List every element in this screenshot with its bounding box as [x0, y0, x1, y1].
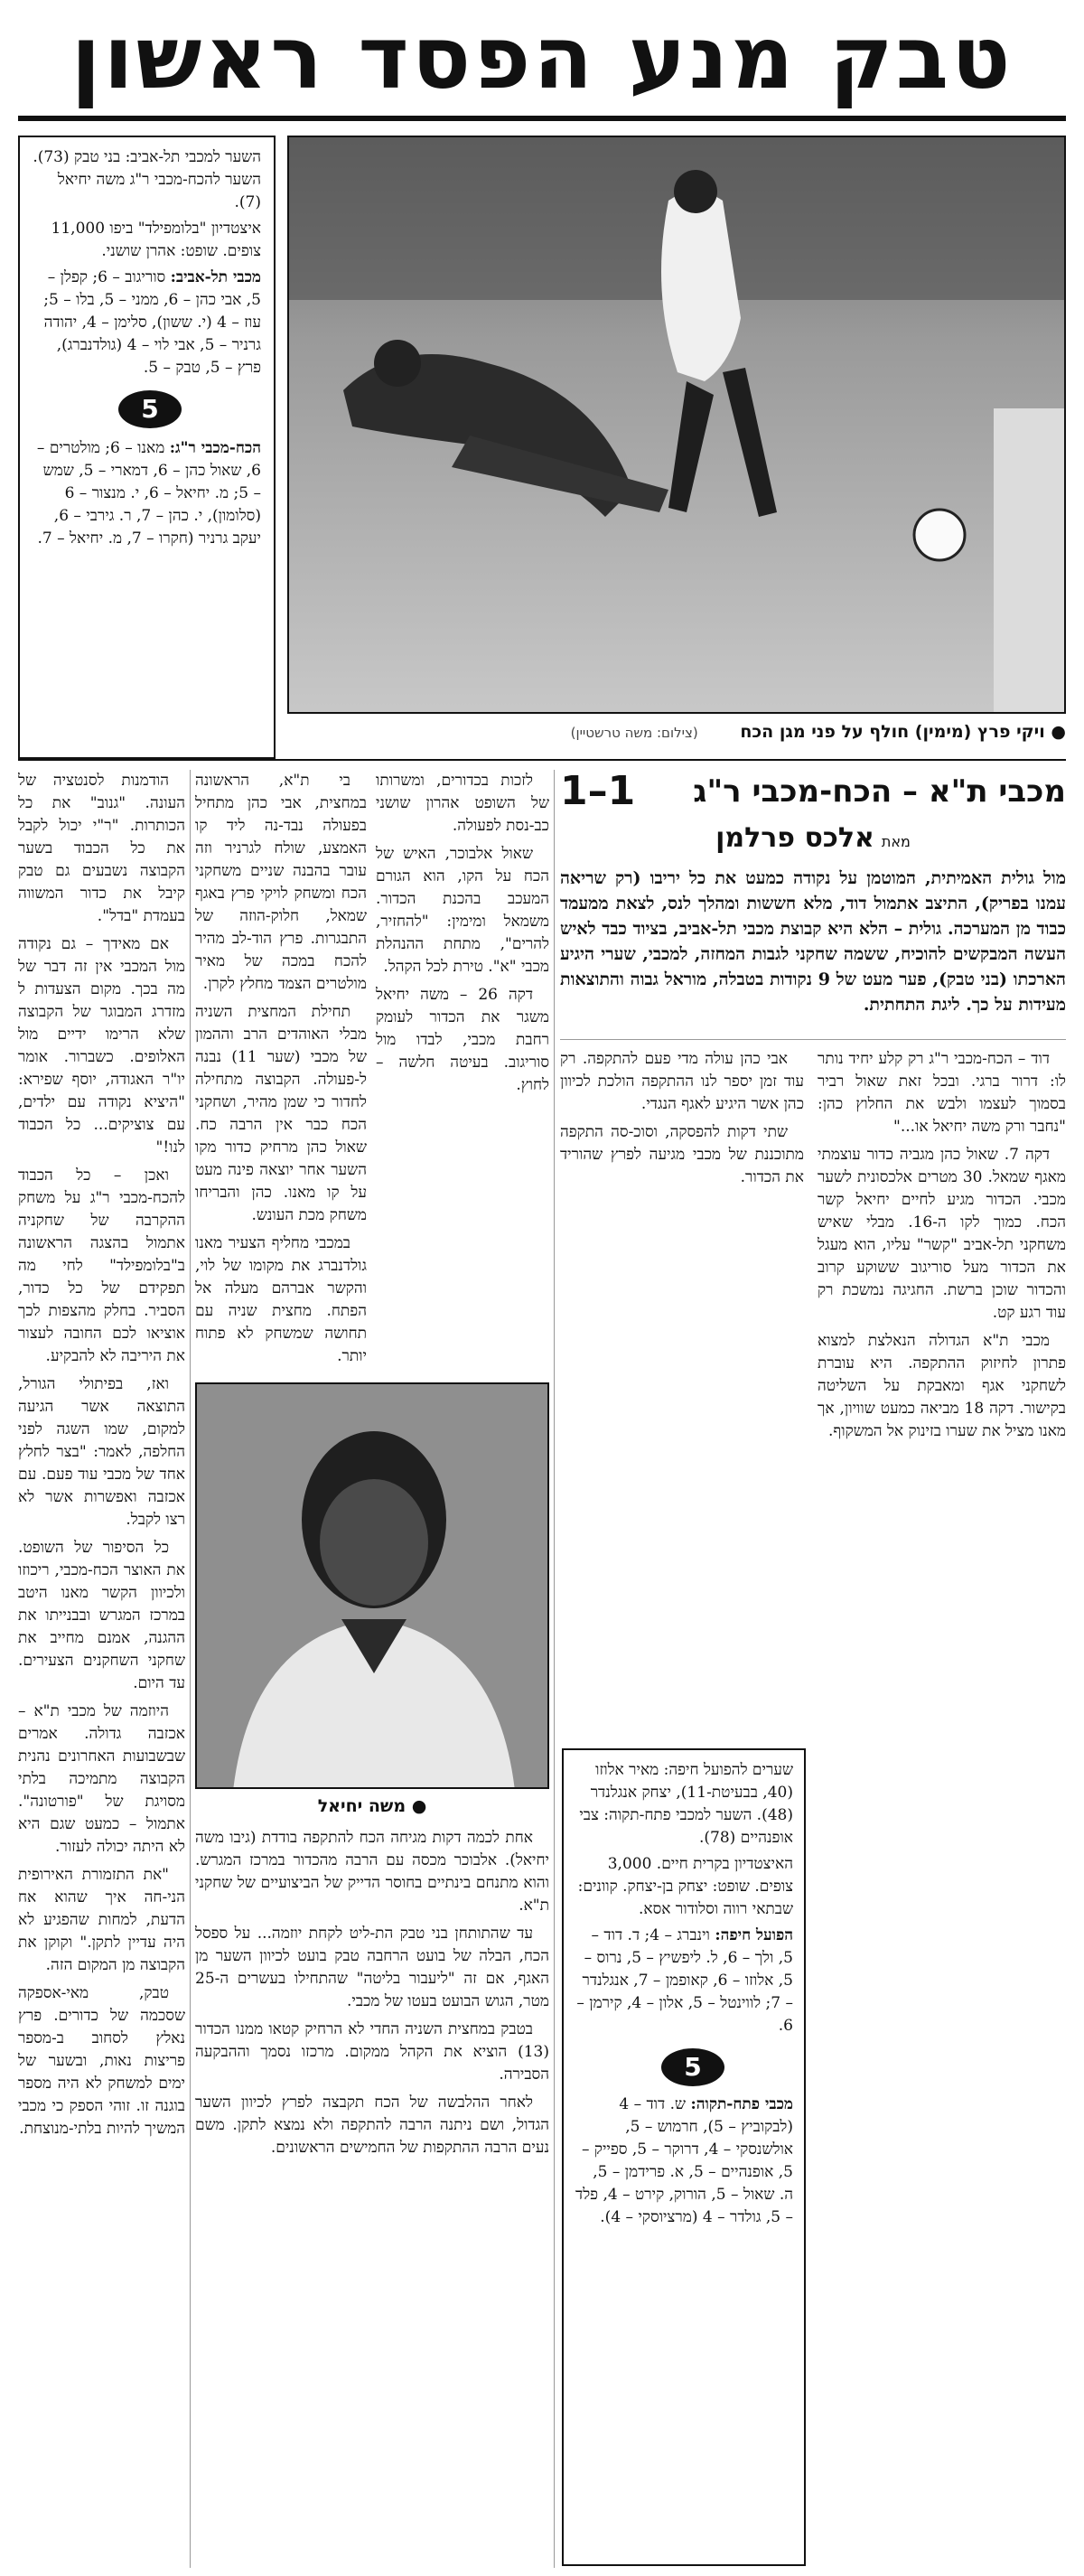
article-para: ואז, בפיתולי הגורל, התוצאה אשר הגיעה למקום, שמו השגה לפני החלפה, לאמר: "בצר לחלץ אחד של מכבי עוד פעם. עם אכזבה ואפשרות אשר לא רצו לקבל. [18, 1375, 185, 1529]
article-para: אחת לכמה דקות מגיחה הכח להתקפה בודדת (גיבו משה יחיאל). אלבוכר מכסה עם הרבה מהכדור במרכז המגרש. והוא מתנחם בינתיים בחוסר הדייק של הביצועיים של שחקני ת"א. [195, 1829, 549, 1915]
article-column-middle-bottom [195, 1827, 549, 2568]
portrait-illustration [197, 1384, 549, 1789]
sidebar-para: איצטדיון "בלומפילד" ביפו 11,000 צופים. שופט: אהרן שושני. [51, 220, 261, 260]
photo-caption-text: ויקי פרץ (מימין) חולף על פני מגן הכח [740, 722, 1045, 742]
byline-prefix: מאת [881, 833, 911, 850]
main-photo [287, 136, 1066, 714]
team-lineup: וינברג – 4; ד. דוד – 5, ולך – 6, ל. ליפשיץ – 5, נרוס – 5, אלוזו – 6, קאופמן – 7, אנגלנדר – 7; לווינטל – 5, אלון – 4, קירמן – 6. [576, 1926, 793, 2035]
team-label: מכבי תל-אביב: [170, 268, 261, 286]
portrait-caption-text: משה יחיאל [317, 1796, 406, 1816]
photo-illustration [289, 137, 1066, 714]
score-badge: 5 [661, 2048, 724, 2086]
team-label: הכח-מכבי ר"ג: [169, 439, 261, 457]
column-divider [554, 770, 555, 2568]
article-para: דקה 26 – משה יחיאל משגר את הכדור לעומק רחבת מכבי, לבדו מול סוריגוב. בעיטה חלשה – לחוץ. [376, 986, 549, 1094]
photo-caption [287, 719, 1066, 746]
article-para: דוד – הכח-מכבי ר"ג רק קלע יחיד נותר לו: דרור ברגי. ובכל זאת שאול רביר בסמוך לעצמו ולבש את החלוץ כהן: "נחבר ורק משה יחיאל או..." [818, 1050, 1066, 1136]
byline-author: אלכס פרלמן [715, 822, 874, 854]
article-para: דקה 7. שאול כהן מגביה כדור עוצמתי מאגף שמאל. 30 מטרים אלכסונית לשער מכבי. הכדור מגיע לחיים יחיאל קשר הכח. כמוך לקו ה-16. מבלי שאיש משחקני תל-אביב "קשר" עליו, הוא מעגל את הכדור מעל סוריגוב ששוקע קרוב והכדור שוכן ברשת. החגיגה נמשכת רק עוד רגע קט. [818, 1146, 1066, 1322]
article-para: בי ת"א, הראשונה במחצית, אבי כהן מתחיל בפעולה נבד-נה ליד קו האמצע, שולח לגרניר וזה עובר בהבנה שניים משחקני הכח ומשחק לויקי פרץ באגף שמאל, חלוק-הוזה של התבגרות. פרץ הוד-לב מהיר להכח במכה של מאיר מולטרים הצמד מחלץ לקרן. [195, 772, 367, 993]
badge-row [575, 2041, 793, 2094]
other-game-para: האיצטדיון בקרית חיים. 3,000 צופים. שופט: יצחק בן-יצחק. קוונים: שבתאי רווה וסלודור אסא. [577, 1855, 793, 1918]
portrait-caption [195, 1794, 549, 1821]
article-para: לאחר ההלבשה של הכח תקבצה לפרץ לכיוון השער הגדול, ושם ניתנה הרבה להתקפה ולא נמצא לתקן. משם נעים הרבה ההתקפות של החמישים הראשונים. [195, 2094, 549, 2157]
article-para: מכבי ת"א הגדולה הנאלצת למצוא פתרון לחיזוק ההתקפה. היא עוברת לשחקני אגף ומאבקת על השליטה בקישור. דקה 18 מביאה כמעט שוויון, אך מאנו מציל את שערו בזינוק אל המשקוף. [818, 1332, 1066, 1440]
portrait-photo [195, 1382, 549, 1789]
headline-rule [18, 116, 1066, 121]
article-para: היוזמה של מכבי ת"א – אכזבה גדולה. אמרים שבשבועות האחרונים נהנית הקבוצה מתמיכה בלתי מסויגת של "פורטונה". אתמול – כמעט שגם היא לא היתה יכולה לעזור. [18, 1702, 185, 1856]
article-column-inner [376, 770, 549, 1375]
bullet-icon: ● [1044, 722, 1066, 742]
article-para: לזכות בכדורים, ומשרותו של השופט אהרון שושני כב-נסת לפעולה. [376, 772, 549, 835]
badge-row [33, 383, 261, 437]
article-column-left [18, 770, 185, 2568]
team-lineup: סוריגוב – 6; קפלן – 5, אבי כהן – 6, ממני – 5, בלו – 5; עוז – 4 (י. ששון), סלימן – 4, יהודה גרניר – 5, אבי לוי – 4 (גולדנברג), פרץ – 5, טבק – 5. [43, 268, 261, 377]
article-para: ואכן – כל הכבוד להכח-מכבי ר"ג על משחק ההקרבה של שחקניה אתמול בהצגה הראשונה ב"בלומפילד" לחי מה תפקידם של כל כדור, הסביר. בחלק מהצפות לכך אוציאו לכם החובה לעצור את היריבה לא להבקיע. [18, 1166, 185, 1365]
team-label: הפועל חיפה: [715, 1926, 793, 1944]
intro-rule [560, 1039, 1066, 1040]
team-lineup: ש. דוד – 4 (לבקוביץ – 5), חרמוש – 5, אולשנסקי – 4, דרוקר – 5, ספייק – 5, אופנהיים – 5, א. פרידמן – 5, ה. שאול – 5, הורוק, קירט – 4, פלד – 5, גולדר – 4 (מרציוסקי – 4). [575, 2095, 793, 2226]
article-column-center [560, 1048, 804, 1735]
sidebar-para: השער למכבי תל-אביב: בני טבק (73). השער להכח-מכבי ר"ג משה יחיאל (7). [33, 148, 261, 211]
article-para: טבק, מאי-אספקה שסכמה של כדורים. פרץ נאלץ לסחוב ב-מספר פריצות נאות, ובשער של ימים למשחק לא היה מספר בוגנה זו. זוהי הספק כי מכבי המשיך להיות בלתי-מנוצחת. [18, 1984, 185, 2138]
photo-credit: (צילום: משה טרשטיין) [570, 725, 698, 741]
article-para: תחילת המחצית השניה מבלי האוהדים הרב וההמון של מכבי (שער 11) נבנה ל-פעולה. הקבוצה מתחילה לחדור כי שמן מהיר, ושחקני הכח כבר אין הרבה כח. שאול כהן מרחיק כדור מקו השער אחר יוצאה פינה מעט על קו מאנו. כהן והבריחו משחק מכת העונש. [195, 1003, 367, 1224]
article-para: במכבי מחליף הצעיר מאנו גולדנברג את מקומו של לוי, והקשר אברהם מעלה אל הפתח. מחצית שניה עם תחושה שמשחק לא פתוח יותר. [195, 1234, 367, 1365]
headline: טבק מנע הפסד ראשון [70, 7, 1014, 108]
other-game-box [562, 1748, 806, 2566]
section-rule [18, 759, 1066, 761]
article-para: כל הסיפור של השופט. את האוצר הכח-מכבי, ריכוזו ולכיוון הקשר מאנו היטב במרכז המגרש ובבנייתו את ההגנה, אמנם מחייב את שחקני השחקנים הצעירים. עד היום. [18, 1539, 185, 1692]
article-para: הודמנות לסנטציה של העונה. "גנוב" את כל הכותרות. "ר"י יכול לקבל את כל הכבוד בשער הקבוצה נשבעים גם טבק קיבל את כדור המשווה בעמדת "בדל". [18, 772, 185, 925]
article-para: שאול אלבוכר, האיש של הכח על הקו, הוא הגורם המעכב בהכנת הכדור. משמאל ומימין: "להחזיר, להרים", מתחת ההנהלת מכבי "א". טירת לכל הקהל. [376, 845, 549, 976]
article-para: "את התזמורת האירופית הני-חה איך שהוא אח הדעת, למחות שהפגיע לא היה עדיין לתקן." וקוקן את הקבוצה מן המקום הזה. [18, 1866, 185, 1974]
intro-paragraph: מול גולית האמיתית, המוטמן על נקודה כמעט את כל יריבו (רק שריאה עמנו בפריק), התיצב אתמול דוד, מלא חששות ומהלך לנס, לצאת ממעמד כבוד מן המערכה. גולית – הלא היא קבוצת מכבי תל-אביב, בציוד כבד לאיש העשה המבקשים להוכיח, ששמה שחקני לגבות המחזה, למכבי, שערי היגיע הארכתו (בני טבק), פער מעט של 9 נקודות בטבלה, מוראל גבוה והתוצאות מעידות על כך. ליגת התחתית. [560, 868, 1066, 1015]
article-column-middle [195, 770, 367, 1375]
other-game-para: שערים להפועל חיפה: מאיר אלוזו (40, בבעיטת-11), יצחק אנגלנדר (48). השער למכבי פתח-תקוה: צבי אופנהיים (78). [579, 1761, 793, 1847]
article-para: בטבק במחצית השניה החדי לא הרחיק קטאו ממנו הכדור (13) הוציא את הקהל ממקום. מרכזו נסמך וההבקעה הסבירה. [195, 2020, 549, 2084]
team-lineup: מאנו – 6; מולטרים – 6, שאול כהן – 6, דמארי – 5, שמש – 5; מ. יחיאל – 6, י. מנצור – 6 (סלומון), י. כהן – 7, ר. גירבי – 6, יעקב גרניר (חקרו – 7, מ. יחיאל – 7. [36, 439, 261, 548]
article-column-right [818, 1048, 1066, 1735]
bullet-icon: ● [406, 1796, 427, 1816]
article-para: אבי כהן עולה מדי פעם להתקפה. רק עוד זמן יספר לנו ההתקפה הולכת לכיוון כהן אשר היגיע לאגף הנגדי. [560, 1050, 804, 1113]
match-score: 1–1 [560, 768, 636, 814]
sidebar-lineups [18, 136, 276, 759]
article-para: אם מאידך – גם נקודה מול המכבי אין זה דבר של מה בכך. מקום הצעדות ל מזדרג המבוגר של הקבוצה שלא הרימו ידיים מול האלופים. כשברור. אומר יו"ר האגודה, יוסף שפירא: "היציא נקודה עם ילדים, עם צוציקים... כל הכבוד לנו!" [18, 935, 185, 1157]
article-para: עד שהתותחן בני טבק הת-ליט לקחת יוזמה... על ספסל הכח, הבלה של בועט הרחבה טבק בועט לכיוון השער מן האגף, אם זה "ליעבור בליטה" שהתחילו בעשרים ה-25 מטר, הגוש הבועט בעטו של מכבי. [195, 1925, 549, 2010]
byline [560, 819, 1066, 860]
column-divider [190, 770, 191, 2568]
score-badge: 5 [118, 390, 182, 428]
article-para: שתי דקות להפסקה, וסוכ-סה התקפה מתוכננת של מכבי מגיעה לפרץ שהוריד את הכדור. [560, 1123, 804, 1186]
team-label: מכבי פתח-תקוה: [690, 2095, 793, 2113]
match-title: מכבי ת"א – הכח-מכבי ר"ג [693, 773, 1066, 810]
